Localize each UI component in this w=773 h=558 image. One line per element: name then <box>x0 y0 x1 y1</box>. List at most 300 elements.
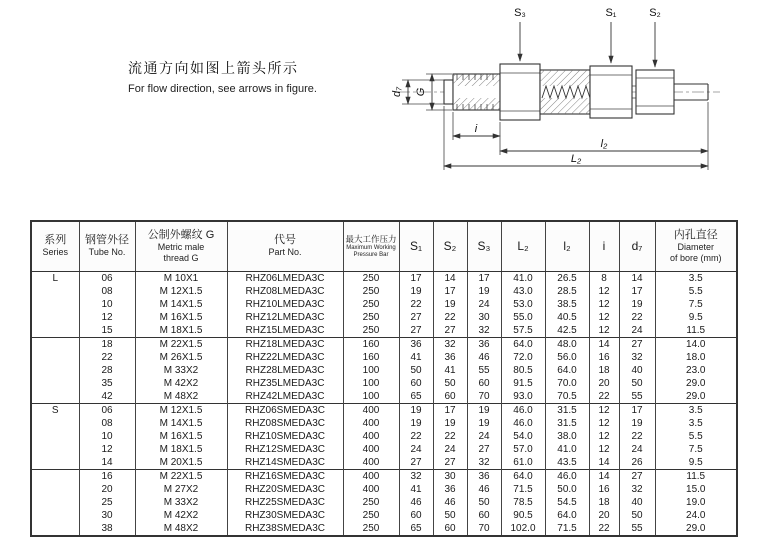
cell-s1: 60 <box>399 509 433 522</box>
cell-L2: 57.5 <box>501 324 545 338</box>
flow-note <box>128 58 317 95</box>
cell-L2: 46.0 <box>501 417 545 430</box>
cell-L2: 80.5 <box>501 364 545 377</box>
cell-tube: 10 <box>79 430 135 443</box>
table-row <box>31 483 737 496</box>
series-spacer <box>31 469 79 483</box>
cell-bore: 9.5 <box>655 456 737 470</box>
cell-thread: M 48X2 <box>135 390 227 404</box>
cell-thread: M 10X1 <box>135 271 227 285</box>
cell-tube: 22 <box>79 351 135 364</box>
cell-d7: 32 <box>619 483 655 496</box>
cell-thread: M 42X2 <box>135 509 227 522</box>
cell-i: 12 <box>589 311 619 324</box>
cell-s2: 50 <box>433 377 467 390</box>
cell-L2: 102.0 <box>501 522 545 536</box>
pressure-header-en2: Pressure Bar <box>353 251 389 258</box>
cell-i: 8 <box>589 271 619 285</box>
series-spacer <box>31 483 79 496</box>
cell-i: 12 <box>589 403 619 417</box>
col-header-d7: d₇ <box>619 221 655 271</box>
cell-s2: 22 <box>433 430 467 443</box>
cell-i: 16 <box>589 483 619 496</box>
cell-l2: 54.5 <box>545 496 589 509</box>
cell-s3: 19 <box>467 403 501 417</box>
cell-bore: 5.5 <box>655 430 737 443</box>
cell-i: 12 <box>589 324 619 338</box>
table-row <box>31 351 737 364</box>
cell-bore: 15.0 <box>655 483 737 496</box>
cell-l2: 71.5 <box>545 522 589 536</box>
cell-d7: 22 <box>619 430 655 443</box>
cell-tube: 15 <box>79 324 135 338</box>
cell-pressure: 160 <box>343 337 399 351</box>
cell-l2: 70.0 <box>545 377 589 390</box>
series-spacer <box>31 285 79 298</box>
cell-i: 12 <box>589 443 619 456</box>
dimensions-table <box>30 220 738 537</box>
cell-part: RHZ08SMEDA3C <box>227 417 343 430</box>
nut-s2 <box>636 70 674 114</box>
cell-s2: 17 <box>433 285 467 298</box>
pressure-header-en1: Maximum Working <box>346 244 396 251</box>
series-spacer <box>31 351 79 364</box>
cell-thread: M 12X1.5 <box>135 403 227 417</box>
cell-part: RHZ28LMEDA3C <box>227 364 343 377</box>
table-row <box>31 496 737 509</box>
cell-bore: 19.0 <box>655 496 737 509</box>
cell-L2: 61.0 <box>501 456 545 470</box>
pressure-header-zh: 最大工作压力 <box>345 233 397 244</box>
series-spacer <box>31 417 79 430</box>
part-header-en: Part No. <box>268 247 302 258</box>
top-callouts <box>514 7 661 67</box>
table-row <box>31 324 737 338</box>
cell-s3: 46 <box>467 483 501 496</box>
cell-thread: M 33X2 <box>135 496 227 509</box>
cell-s3: 55 <box>467 364 501 377</box>
label-L2: L₂ <box>570 153 582 165</box>
cell-d7: 17 <box>619 285 655 298</box>
cell-s2: 46 <box>433 496 467 509</box>
cell-s3: 32 <box>467 324 501 338</box>
cell-s1: 41 <box>399 351 433 364</box>
cell-i: 18 <box>589 364 619 377</box>
cell-s2: 27 <box>433 456 467 470</box>
series-spacer <box>31 430 79 443</box>
series-header-en: Series <box>42 247 68 258</box>
cell-part: RHZ08LMEDA3C <box>227 285 343 298</box>
cell-i: 14 <box>589 469 619 483</box>
table-row <box>31 377 737 390</box>
cell-tube: 08 <box>79 417 135 430</box>
bore-header-en2: of bore (mm) <box>669 252 722 263</box>
fitting-drawing <box>388 0 728 180</box>
cell-l2: 31.5 <box>545 417 589 430</box>
col-header-i: i <box>589 221 619 271</box>
cell-s2: 19 <box>433 298 467 311</box>
cell-l2: 28.5 <box>545 285 589 298</box>
cell-s1: 50 <box>399 364 433 377</box>
cell-pressure: 250 <box>343 271 399 285</box>
cell-pressure: 400 <box>343 483 399 496</box>
cell-i: 12 <box>589 430 619 443</box>
cell-i: 12 <box>589 285 619 298</box>
cell-d7: 50 <box>619 509 655 522</box>
series-spacer <box>31 311 79 324</box>
cell-L2: 71.5 <box>501 483 545 496</box>
bore-header-zh: 内孔直径 <box>673 228 718 241</box>
cell-s2: 30 <box>433 469 467 483</box>
series-header-zh: 系列 <box>44 234 67 247</box>
cell-d7: 17 <box>619 403 655 417</box>
cell-s3: 70 <box>467 390 501 404</box>
col-header-s2: S₂ <box>433 221 467 271</box>
cell-d7: 55 <box>619 522 655 536</box>
cell-pressure: 250 <box>343 509 399 522</box>
cell-L2: 57.0 <box>501 443 545 456</box>
cell-bore: 5.5 <box>655 285 737 298</box>
cell-part: RHZ14SMEDA3C <box>227 456 343 470</box>
cell-s3: 27 <box>467 443 501 456</box>
label-g: G <box>415 87 427 97</box>
cell-i: 20 <box>589 509 619 522</box>
table-row <box>31 311 737 324</box>
cell-thread: M 16X1.5 <box>135 430 227 443</box>
cell-thread: M 18X1.5 <box>135 324 227 338</box>
cell-tube: 14 <box>79 456 135 470</box>
cell-pressure: 400 <box>343 456 399 470</box>
cell-tube: 06 <box>79 271 135 285</box>
cell-bore: 14.0 <box>655 337 737 351</box>
cell-s3: 50 <box>467 496 501 509</box>
cell-tube: 08 <box>79 285 135 298</box>
part-header-zh: 代号 <box>274 234 296 247</box>
cell-s2: 60 <box>433 522 467 536</box>
tube-header-en: Tube No. <box>88 247 126 258</box>
cell-s2: 22 <box>433 311 467 324</box>
cell-thread: M 33X2 <box>135 364 227 377</box>
col-header-L2: L₂ <box>501 221 545 271</box>
col-header-s1: S₁ <box>399 221 433 271</box>
cell-bore: 9.5 <box>655 311 737 324</box>
cell-i: 14 <box>589 456 619 470</box>
cell-thread: M 14X1.5 <box>135 417 227 430</box>
cell-L2: 64.0 <box>501 337 545 351</box>
cell-L2: 43.0 <box>501 285 545 298</box>
cell-L2: 54.0 <box>501 430 545 443</box>
thread-header-en2: thread G <box>163 252 199 263</box>
col-header-thread <box>135 221 227 271</box>
thread-header-en1: Metric male <box>157 241 205 252</box>
cell-thread: M 14X1.5 <box>135 298 227 311</box>
series-spacer <box>31 298 79 311</box>
cell-s3: 24 <box>467 298 501 311</box>
cell-L2: 93.0 <box>501 390 545 404</box>
cell-l2: 41.0 <box>545 443 589 456</box>
cell-s2: 24 <box>433 443 467 456</box>
cell-part: RHZ30SMEDA3C <box>227 509 343 522</box>
cell-L2: 72.0 <box>501 351 545 364</box>
cell-bore: 24.0 <box>655 509 737 522</box>
cell-l2: 70.5 <box>545 390 589 404</box>
cell-i: 22 <box>589 522 619 536</box>
cell-thread: M 48X2 <box>135 522 227 536</box>
body-hex <box>500 64 540 120</box>
cell-tube: 10 <box>79 298 135 311</box>
col-header-s3: S₃ <box>467 221 501 271</box>
table-row <box>31 522 737 536</box>
nut-s1 <box>590 66 632 118</box>
cell-s1: 27 <box>399 311 433 324</box>
cell-pressure: 400 <box>343 417 399 430</box>
cell-bore: 18.0 <box>655 351 737 364</box>
cell-bore: 11.5 <box>655 324 737 338</box>
cell-i: 20 <box>589 377 619 390</box>
cell-L2: 53.0 <box>501 298 545 311</box>
series-spacer <box>31 522 79 536</box>
cell-part: RHZ10SMEDA3C <box>227 430 343 443</box>
series-spacer <box>31 509 79 522</box>
cell-bore: 29.0 <box>655 390 737 404</box>
cell-l2: 26.5 <box>545 271 589 285</box>
cell-s1: 17 <box>399 271 433 285</box>
table-row <box>31 456 737 470</box>
cell-L2: 55.0 <box>501 311 545 324</box>
cell-part: RHZ42LMEDA3C <box>227 390 343 404</box>
series-label-S: S <box>31 403 79 417</box>
col-header-pressure <box>343 221 399 271</box>
cell-s1: 22 <box>399 430 433 443</box>
cell-tube: 20 <box>79 483 135 496</box>
cell-d7: 22 <box>619 311 655 324</box>
cell-s2: 19 <box>433 417 467 430</box>
cell-s3: 17 <box>467 271 501 285</box>
cell-thread: M 26X1.5 <box>135 351 227 364</box>
label-i: i <box>474 123 478 135</box>
cell-bore: 3.5 <box>655 271 737 285</box>
cell-s3: 30 <box>467 311 501 324</box>
cell-s1: 41 <box>399 483 433 496</box>
label-s2: S₂ <box>649 7 661 19</box>
cell-part: RHZ15LMEDA3C <box>227 324 343 338</box>
cell-part: RHZ25SMEDA3C <box>227 496 343 509</box>
table-row <box>31 364 737 377</box>
cell-part: RHZ06SMEDA3C <box>227 403 343 417</box>
table-body <box>31 271 737 536</box>
header-row <box>31 221 737 271</box>
cell-d7: 27 <box>619 469 655 483</box>
cell-L2: 46.0 <box>501 403 545 417</box>
cell-bore: 23.0 <box>655 364 737 377</box>
cell-s3: 32 <box>467 456 501 470</box>
cell-s1: 19 <box>399 417 433 430</box>
cell-thread: M 22X1.5 <box>135 469 227 483</box>
cell-d7: 40 <box>619 496 655 509</box>
cell-thread: M 27X2 <box>135 483 227 496</box>
cell-tube: 42 <box>79 390 135 404</box>
cell-pressure: 250 <box>343 522 399 536</box>
cell-s1: 36 <box>399 337 433 351</box>
cell-pressure: 250 <box>343 311 399 324</box>
cell-part: RHZ20SMEDA3C <box>227 483 343 496</box>
series-spacer <box>31 337 79 351</box>
cell-d7: 19 <box>619 298 655 311</box>
table-row <box>31 298 737 311</box>
series-label-L: L <box>31 271 79 285</box>
cell-s3: 46 <box>467 351 501 364</box>
cell-l2: 50.0 <box>545 483 589 496</box>
cell-l2: 64.0 <box>545 364 589 377</box>
label-s1: S₁ <box>605 7 617 19</box>
cell-d7: 50 <box>619 377 655 390</box>
series-spacer <box>31 456 79 470</box>
cell-bore: 3.5 <box>655 403 737 417</box>
cell-part: RHZ06LMEDA3C <box>227 271 343 285</box>
label-d7: d₇ <box>391 87 403 97</box>
cell-pressure: 400 <box>343 443 399 456</box>
cell-s1: 27 <box>399 456 433 470</box>
cell-s1: 27 <box>399 324 433 338</box>
cell-s1: 19 <box>399 403 433 417</box>
series-spacer <box>31 496 79 509</box>
cell-tube: 38 <box>79 522 135 536</box>
cell-s2: 50 <box>433 509 467 522</box>
cell-pressure: 100 <box>343 390 399 404</box>
cell-l2: 64.0 <box>545 509 589 522</box>
cell-s3: 60 <box>467 377 501 390</box>
fitting-diagram <box>388 0 728 185</box>
table-row <box>31 430 737 443</box>
cell-s1: 24 <box>399 443 433 456</box>
label-l2: l₂ <box>600 138 608 150</box>
fitting-cross-section <box>444 64 708 120</box>
cell-bore: 7.5 <box>655 298 737 311</box>
cell-pressure: 250 <box>343 496 399 509</box>
cell-pressure: 100 <box>343 364 399 377</box>
cell-d7: 27 <box>619 337 655 351</box>
cell-tube: 28 <box>79 364 135 377</box>
cell-s2: 17 <box>433 403 467 417</box>
series-spacer <box>31 390 79 404</box>
cell-bore: 7.5 <box>655 443 737 456</box>
cell-tube: 06 <box>79 403 135 417</box>
cell-i: 16 <box>589 351 619 364</box>
cell-s3: 36 <box>467 469 501 483</box>
cell-thread: M 42X2 <box>135 377 227 390</box>
cell-i: 18 <box>589 496 619 509</box>
cell-l2: 46.0 <box>545 469 589 483</box>
cell-thread: M 18X1.5 <box>135 443 227 456</box>
cell-d7: 26 <box>619 456 655 470</box>
cell-pressure: 250 <box>343 298 399 311</box>
cell-bore: 29.0 <box>655 522 737 536</box>
cell-part: RHZ10LMEDA3C <box>227 298 343 311</box>
series-spacer <box>31 364 79 377</box>
cell-s1: 19 <box>399 285 433 298</box>
cell-l2: 40.5 <box>545 311 589 324</box>
cell-s3: 36 <box>467 337 501 351</box>
cell-L2: 91.5 <box>501 377 545 390</box>
flow-note-zh: 流通方向如图上箭头所示 <box>128 60 299 76</box>
series-spacer <box>31 324 79 338</box>
cell-l2: 38.0 <box>545 430 589 443</box>
tube-header-zh: 钢管外径 <box>85 234 129 247</box>
cell-s1: 22 <box>399 298 433 311</box>
thread-header-zh: 公制外螺纹 G <box>147 228 215 241</box>
cell-L2: 78.5 <box>501 496 545 509</box>
cell-i: 22 <box>589 390 619 404</box>
series-spacer <box>31 377 79 390</box>
cell-pressure: 160 <box>343 351 399 364</box>
cell-s1: 32 <box>399 469 433 483</box>
cell-s1: 65 <box>399 390 433 404</box>
cell-L2: 64.0 <box>501 469 545 483</box>
cell-d7: 24 <box>619 443 655 456</box>
table-row <box>31 285 737 298</box>
cell-l2: 48.0 <box>545 337 589 351</box>
cell-s2: 14 <box>433 271 467 285</box>
cell-l2: 42.5 <box>545 324 589 338</box>
cell-part: RHZ38SMEDA3C <box>227 522 343 536</box>
cell-s1: 65 <box>399 522 433 536</box>
cell-s3: 19 <box>467 285 501 298</box>
cell-l2: 38.5 <box>545 298 589 311</box>
cell-bore: 29.0 <box>655 377 737 390</box>
cell-d7: 14 <box>619 271 655 285</box>
cell-d7: 55 <box>619 390 655 404</box>
cell-s1: 46 <box>399 496 433 509</box>
cell-s2: 27 <box>433 324 467 338</box>
col-header-tube <box>79 221 135 271</box>
stud-nose <box>444 80 453 104</box>
cell-s3: 60 <box>467 509 501 522</box>
cell-bore: 11.5 <box>655 469 737 483</box>
table-row <box>31 271 737 285</box>
cell-tube: 35 <box>79 377 135 390</box>
table-row <box>31 469 737 483</box>
col-header-part <box>227 221 343 271</box>
cell-thread: M 20X1.5 <box>135 456 227 470</box>
flow-note-en: For flow direction, see arrows in figure. <box>128 83 317 95</box>
cell-d7: 19 <box>619 417 655 430</box>
cell-s2: 36 <box>433 351 467 364</box>
cell-s1: 60 <box>399 377 433 390</box>
cell-pressure: 400 <box>343 403 399 417</box>
cell-pressure: 250 <box>343 285 399 298</box>
cell-tube: 12 <box>79 311 135 324</box>
cell-s3: 24 <box>467 430 501 443</box>
cell-s3: 70 <box>467 522 501 536</box>
cell-part: RHZ12LMEDA3C <box>227 311 343 324</box>
cell-tube: 16 <box>79 469 135 483</box>
cell-s3: 19 <box>467 417 501 430</box>
col-header-l2: l₂ <box>545 221 589 271</box>
cell-pressure: 400 <box>343 469 399 483</box>
cell-i: 12 <box>589 298 619 311</box>
cell-thread: M 22X1.5 <box>135 337 227 351</box>
table-row <box>31 417 737 430</box>
cell-s2: 36 <box>433 483 467 496</box>
cell-l2: 31.5 <box>545 403 589 417</box>
cell-d7: 40 <box>619 364 655 377</box>
cell-pressure: 100 <box>343 377 399 390</box>
table-row <box>31 443 737 456</box>
cell-tube: 25 <box>79 496 135 509</box>
cell-d7: 24 <box>619 324 655 338</box>
cell-s2: 60 <box>433 390 467 404</box>
bore-header-en1: Diameter <box>677 241 714 252</box>
